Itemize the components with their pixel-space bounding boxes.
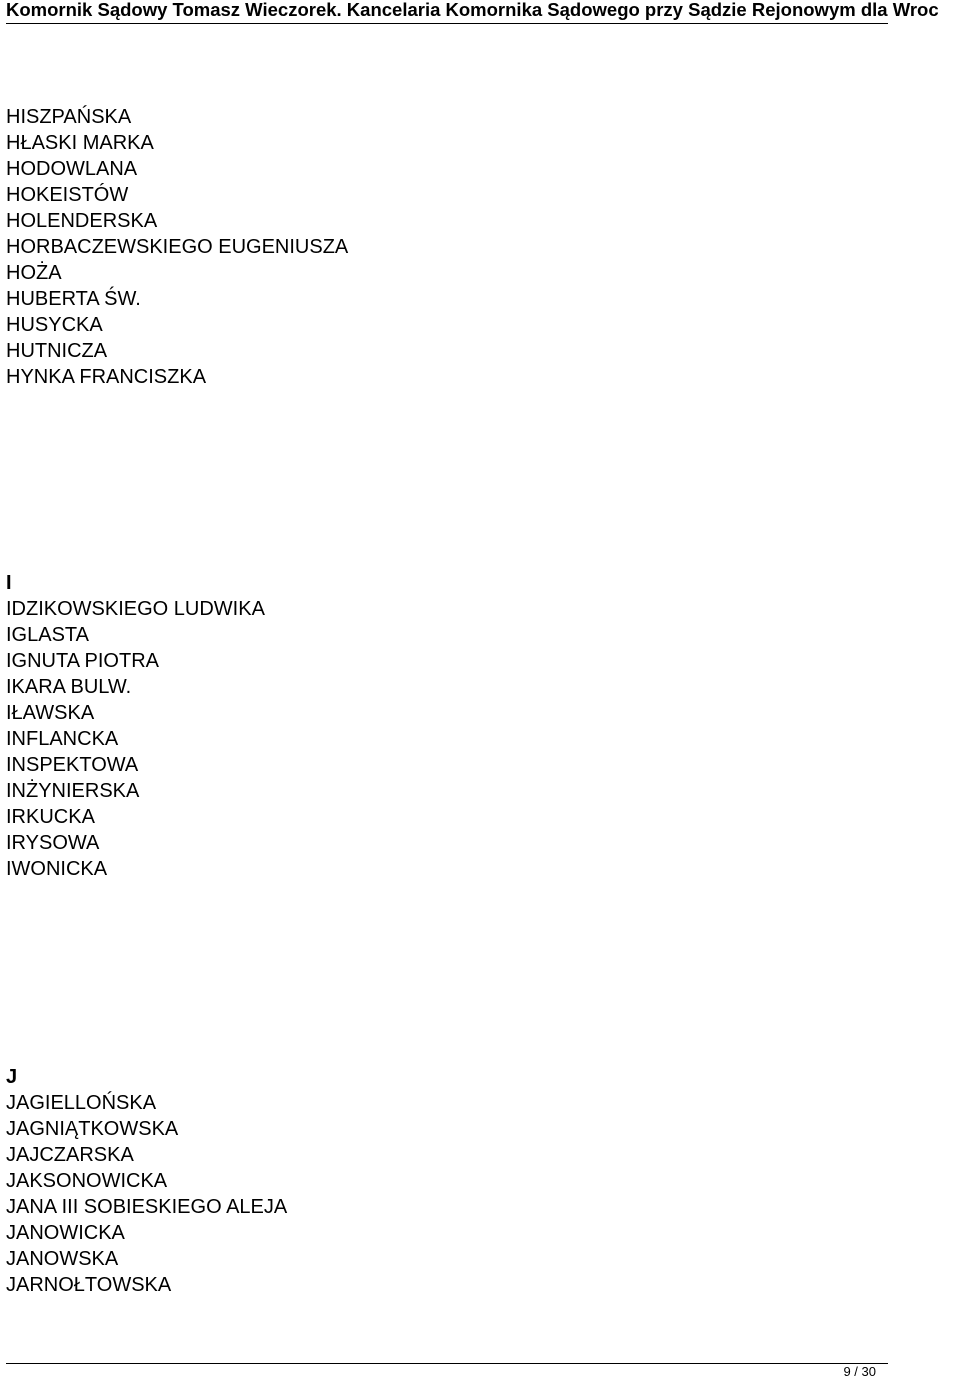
street-name: JANOWICKA: [6, 1222, 125, 1244]
street-name: INSPEKTOWA: [6, 754, 139, 776]
street-name: HŁASKI MARKA: [6, 132, 154, 154]
street-name: JARNOŁTOWSKA: [6, 1274, 172, 1296]
header-divider: [6, 23, 888, 24]
street-name: JAGNIĄTKOWSKA: [6, 1118, 179, 1140]
section-letter-heading: I: [6, 572, 12, 594]
street-name: IDZIKOWSKIEGO LUDWIKA: [6, 598, 265, 620]
section-letter-heading: J: [6, 1066, 18, 1088]
street-name: IRYSOWA: [6, 832, 100, 854]
street-name: IGNUTA PIOTRA: [6, 650, 159, 672]
street-name: HORBACZEWSKIEGO EUGENIUSZA: [6, 236, 349, 258]
street-name: HOŻA: [6, 262, 62, 284]
street-name: JANA III SOBIESKIEGO ALEJA: [6, 1196, 288, 1218]
street-name: IKARA BULW.: [6, 676, 132, 698]
page-header-title: Komornik Sądowy Tomasz Wieczorek. Kancelaria Komornika Sądowego przy Sądzie Rejonowym dla Wroc: [6, 0, 939, 20]
street-list-j: [6, 1064, 287, 1298]
street-name: HUTNICZA: [6, 340, 108, 362]
street-name: HOLENDERSKA: [6, 210, 158, 232]
street-name: JAGIELLOŃSKA: [6, 1092, 157, 1114]
street-name: INFLANCKA: [6, 728, 119, 750]
street-name: IŁAWSKA: [6, 702, 95, 724]
street-name: HODOWLANA: [6, 158, 138, 180]
street-name: JAKSONOWICKA: [6, 1170, 168, 1192]
street-name: INŻYNIERSKA: [6, 780, 140, 802]
street-name: JANOWSKA: [6, 1248, 119, 1270]
page-number: 9 / 30: [843, 1364, 876, 1379]
footer-divider: [6, 1363, 888, 1364]
street-name: HUSYCKA: [6, 314, 103, 336]
street-name: HISZPAŃSKA: [6, 106, 132, 128]
page-header: [0, 0, 960, 26]
street-name: IGLASTA: [6, 624, 89, 646]
street-name: HOKEISTÓW: [6, 184, 129, 206]
street-name: HYNKA FRANCISZKA: [6, 366, 207, 388]
street-name: IRKUCKA: [6, 806, 95, 828]
street-list-i: [6, 570, 265, 882]
street-list-h: [6, 104, 348, 390]
street-name: JAJCZARSKA: [6, 1144, 134, 1166]
street-name: HUBERTA ŚW.: [6, 288, 141, 310]
street-name: IWONICKA: [6, 858, 108, 880]
